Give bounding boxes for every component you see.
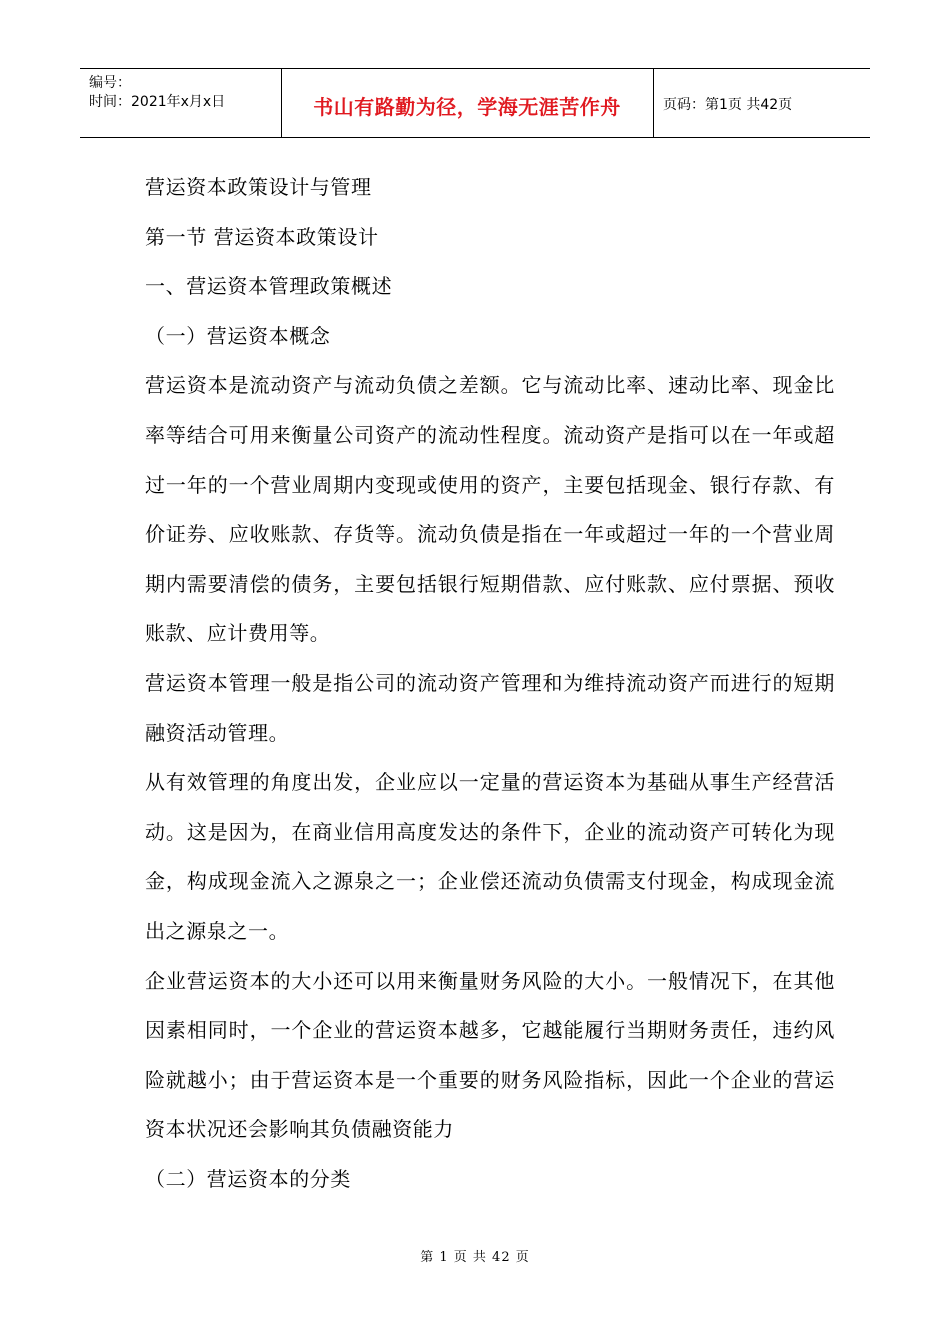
header-motto: 书山有路勤为径，学海无涯苦作舟 bbox=[313, 95, 621, 119]
subsection-heading: （一）营运资本概念 bbox=[145, 323, 331, 348]
subsection-heading: （二）营运资本的分类 bbox=[145, 1166, 351, 1191]
document-title: 营运资本政策设计与管理 bbox=[145, 175, 372, 199]
header-page-info: 页码：第1页 共42页 bbox=[663, 97, 793, 113]
document-body bbox=[145, 163, 835, 1204]
page-footer: 第 1 页 共 42 页 bbox=[420, 1250, 530, 1265]
subsection-heading: 一、营运资本管理政策概述 bbox=[145, 274, 393, 299]
page-header bbox=[80, 68, 870, 138]
document-code-label: 编号： bbox=[89, 75, 131, 91]
body-paragraph: 营运资本是流动资产与流动负债之差额。它与流动比率、速动比率、现金比率等结合可用来衡量公司资产的流动性程度。流动资产是指可以在一年或超过一年的一个营业周期内变现或使用的资产，主要包括现金、银行存款、有价证券、应收账款、存货等。流动负债是指在一年或超过一年的一个营业周期内需要清偿的债务，主要包括银行短期借款、应付账款、应付票据、预收账款、应计费用等。 bbox=[145, 373, 835, 646]
body-paragraph: 企业营运资本的大小还可以用来衡量财务风险的大小。一般情况下，在其他因素相同时，一个企业的营运资本越多，它越能履行当期财务责任，违约风险就越小；由于营运资本是一个重要的财务风险指标，因此一个企业的营运资本状况还会影响其负债融资能力 bbox=[145, 968, 835, 1142]
header-left-cell bbox=[80, 69, 282, 137]
body-paragraph: 营运资本管理一般是指公司的流动资产管理和为维持流动资产而进行的短期融资活动管理。 bbox=[145, 670, 835, 745]
section-heading: 第一节 营运资本政策设计 bbox=[145, 224, 379, 249]
body-paragraph: 从有效管理的角度出发，企业应以一定量的营运资本为基础从事生产经营活动。这是因为，在商业信用高度发达的条件下，企业的流动资产可转化为现金，构成现金流入之源泉之一；企业偿还流动负债需支付现金，构成现金流出之源泉之一。 bbox=[145, 770, 835, 943]
header-right-cell bbox=[653, 69, 870, 137]
document-time-label: 时间：2021年x月x日 bbox=[89, 94, 226, 110]
header-middle-cell bbox=[281, 69, 654, 137]
